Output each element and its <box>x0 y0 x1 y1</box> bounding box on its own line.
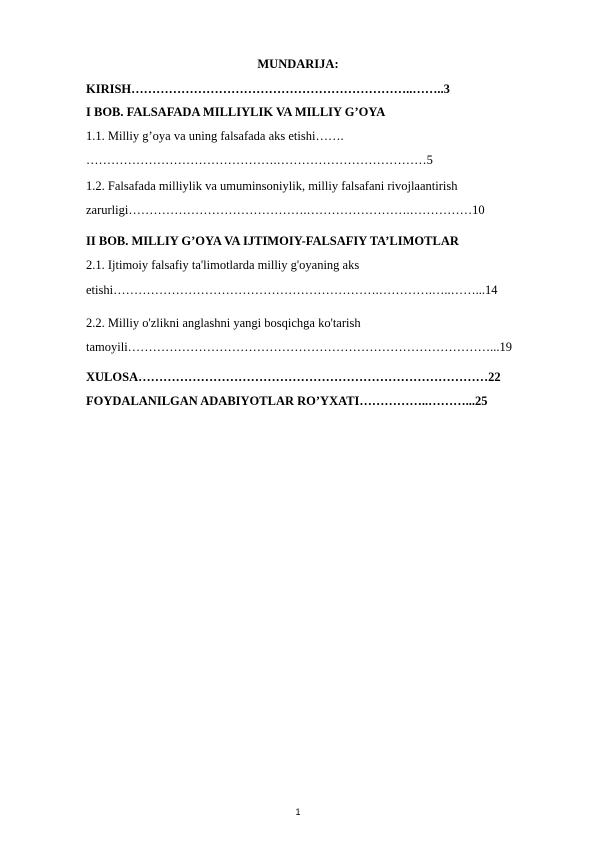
toc-entry-1-2: 1.2. Falsafada milliylik va umuminsoniylik, milliy falsafani rivojlaantirish <box>86 179 458 193</box>
toc-entry-2-2: 2.2. Milliy o'zlikni anglashni yangi bosqichga ko'tarish <box>86 316 361 330</box>
toc-entry-2-1: 2.1. Ijtimoiy falsafiy ta'limotlarda milliy g'oyaning aks <box>86 258 360 272</box>
toc-chapter-1: I BOB. FALSAFADA MILLIYLIK VA MILLIY G’OYA <box>86 105 386 119</box>
toc-entry-1-1: 1.1. Milliy g’oya va uning falsafada aks etishi……. <box>86 129 344 143</box>
toc-entry-xulosa: XULOSA…………………………………………………………………………22 <box>86 370 501 384</box>
toc-entry-adabiyotlar: FOYDALANILGAN ADABIYOTLAR RO’YXATI……………..………...25 <box>86 394 488 408</box>
toc-entry-2-1-leader: etishi……………………………………………………….………….…..……...14 <box>86 283 498 297</box>
toc-entry-2-2-leader: tamoyili……………………………………………………………………………...19 <box>86 340 513 354</box>
toc-entry-1-2-leader: zarurligi…………………………………….…………………….……………10 <box>86 203 485 217</box>
page-number: 1 <box>295 807 301 817</box>
page-title: MUNDARIJA: <box>257 57 339 71</box>
toc-chapter-2: II BOB. MILLIY G’OYA VA IJTIMOIY-FALSAFIY TA’LIMOTLAR <box>86 234 459 248</box>
toc-entry-kirish: KIRISH…………………………………………………………..……..3 <box>86 82 450 96</box>
toc-entry-1-1-leader: ……………………………………….………………………………5 <box>86 153 433 167</box>
